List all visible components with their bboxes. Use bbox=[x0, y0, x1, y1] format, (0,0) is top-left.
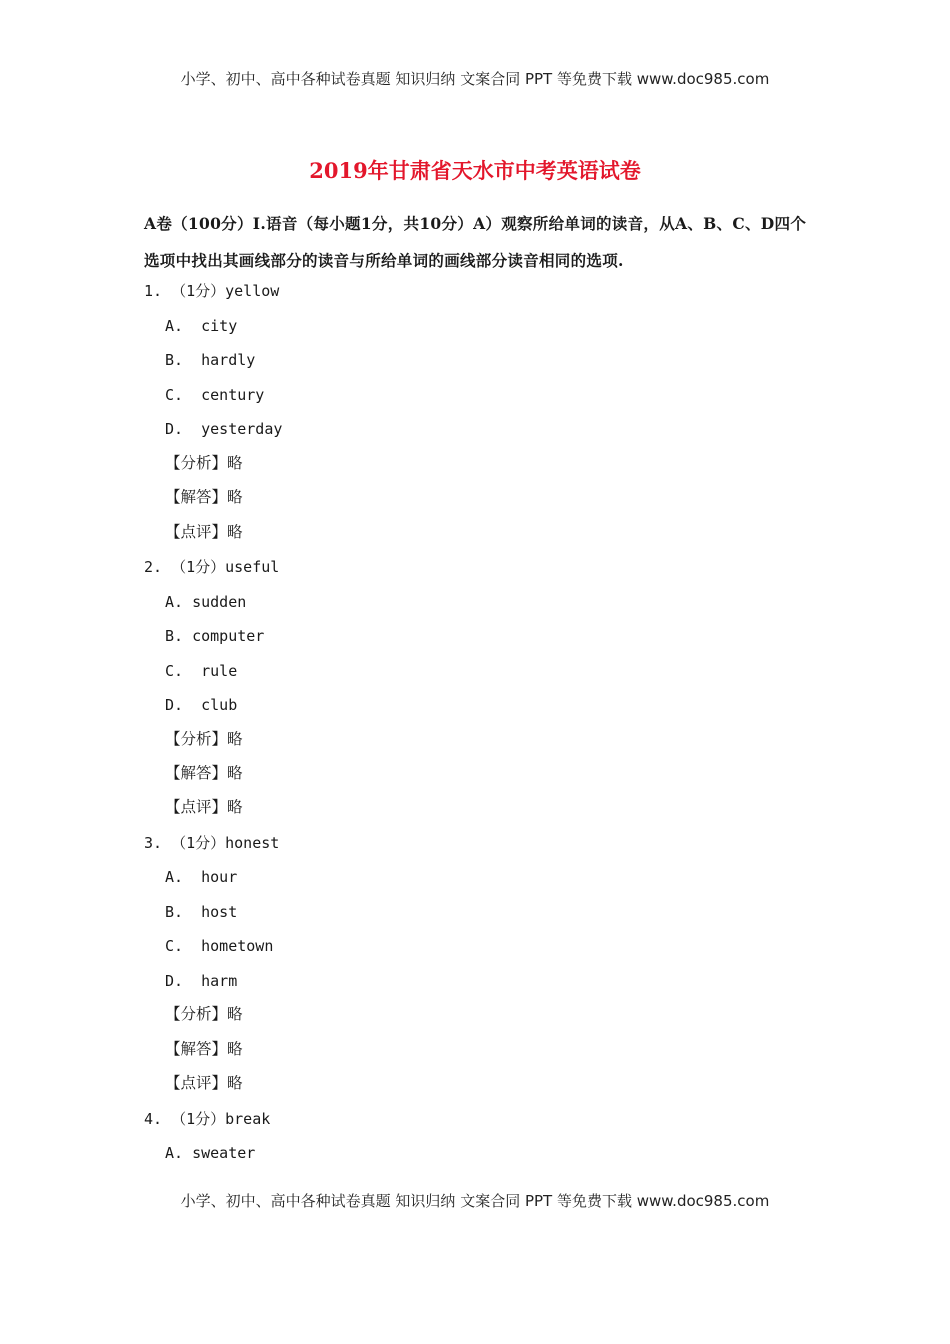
question-stem: 4. （1分）break bbox=[144, 1110, 271, 1128]
option-d: D. harm bbox=[165, 972, 238, 990]
question-stem: 2. （1分）useful bbox=[144, 558, 280, 576]
option-b: B. hardly bbox=[165, 351, 256, 369]
option-c: C. hometown bbox=[165, 937, 274, 955]
option-c: C. century bbox=[165, 386, 265, 404]
answer-note: 【解答】略 bbox=[165, 488, 243, 506]
answer-note: 【解答】略 bbox=[165, 764, 243, 782]
option-b: B. computer bbox=[165, 627, 265, 645]
comment-note: 【点评】略 bbox=[165, 523, 243, 541]
page-header: 小学、初中、高中各种试卷真题 知识归纳 文案合同 PPT 等免费下载 www.doc985.com bbox=[180, 70, 770, 88]
analysis-note: 【分析】略 bbox=[165, 1005, 243, 1023]
analysis-note: 【分析】略 bbox=[165, 730, 243, 748]
analysis-note: 【分析】略 bbox=[165, 454, 243, 472]
comment-note: 【点评】略 bbox=[165, 798, 243, 816]
option-d: D. yesterday bbox=[165, 420, 283, 438]
option-d: D. club bbox=[165, 696, 238, 714]
comment-note: 【点评】略 bbox=[165, 1074, 243, 1092]
section-instructions: A卷（100分）Ⅰ.语音（每小题1分，共10分）A）观察所给单词的读音，从A、B、C、D四个选项中找出其画线部分的读音与所给单词的画线部分读音相同的选项. bbox=[144, 214, 807, 270]
option-a: A. sudden bbox=[165, 593, 247, 611]
document-title: 2019年甘肃省天水市中考英语试卷 bbox=[309, 158, 641, 183]
option-b: B. host bbox=[165, 903, 238, 921]
option-a: A. hour bbox=[165, 868, 238, 886]
option-a: A. city bbox=[165, 317, 238, 335]
question-stem: 3. （1分）honest bbox=[144, 834, 280, 852]
question-stem: 1. （1分）yellow bbox=[144, 282, 280, 300]
option-a: A. sweater bbox=[165, 1144, 256, 1162]
answer-note: 【解答】略 bbox=[165, 1040, 243, 1058]
option-c: C. rule bbox=[165, 662, 238, 680]
page-footer: 小学、初中、高中各种试卷真题 知识归纳 文案合同 PPT 等免费下载 www.doc985.com bbox=[180, 1192, 770, 1210]
